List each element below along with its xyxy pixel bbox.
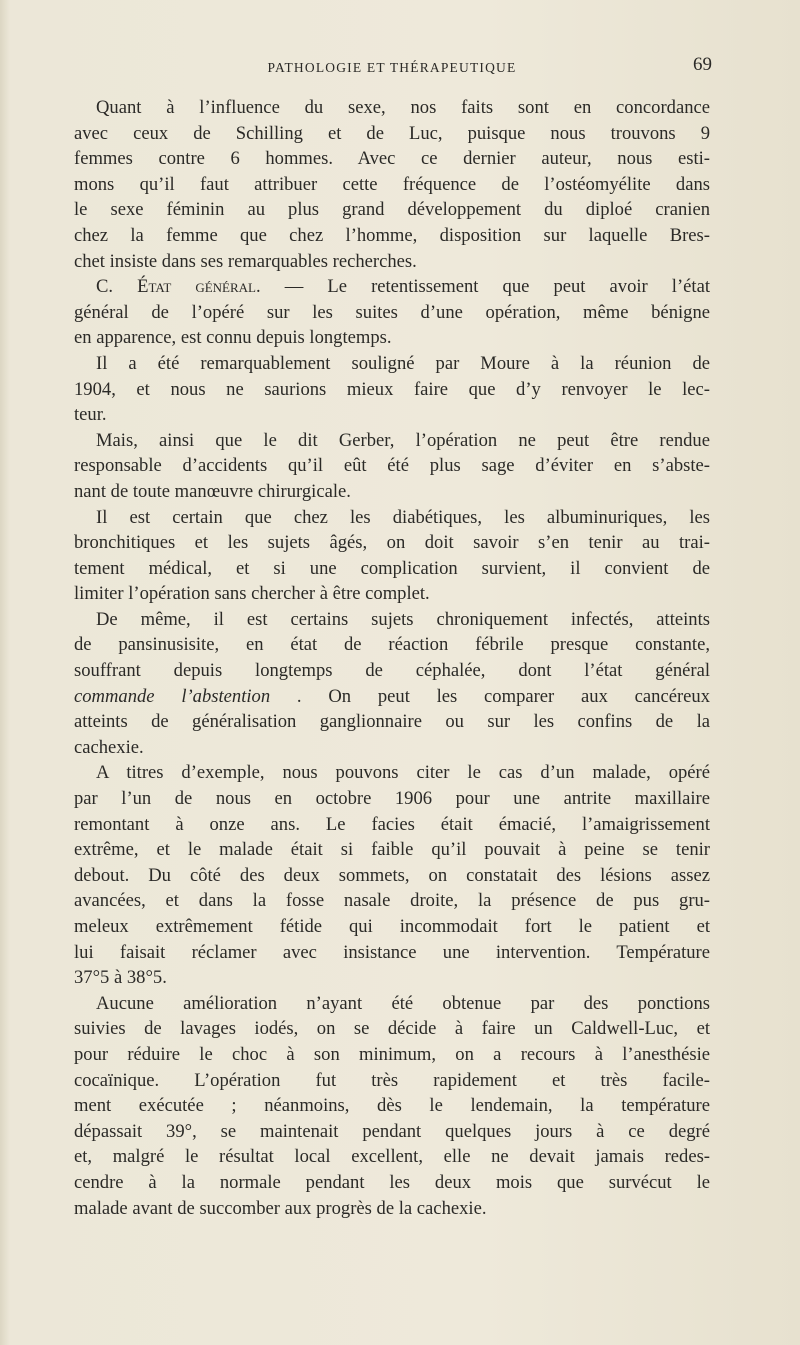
text-line: de pansinusisite, en état de réaction fébrile presque constante, [74,634,710,656]
text-segment: commande l’abstention [74,685,271,707]
text-line: atteints de généralisation ganglionnaire ou sur les confins de la [74,711,710,733]
text-segment: . — Le retentissement que peut avoir l’état [256,276,710,298]
text-line: par l’un de nous en octobre 1906 pour une antrite maxillaire [74,788,710,810]
running-title: PATHOLOGIE ET THÉRAPEUTIQUE [267,60,517,75]
text-line: femmes contre 6 hommes. Avec ce dernier auteur, nous esti- [74,148,710,170]
text-line: tement médical, et si une complication survient, il convient de [74,557,710,579]
text-line: extrême, et le malade était si faible qu’il pouvait à peine se tenir [74,839,710,861]
text-line: pour réduire le choc à son minimum, on a recours à l’anesthésie [74,1043,710,1065]
text-line: teur. [74,404,107,426]
text-line: avec ceux de Schilling et de Luc, puisque nous trouvons 9 [74,122,710,144]
text-line: 1904, et nous ne saurions mieux faire que d’y renvoyer le lec- [74,378,710,400]
text-line: 37°5 à 38°5. [74,967,167,989]
text-line: responsable d’accidents qu’il eût été plus sage d’éviter en s’abste- [74,455,710,477]
text-line: bronchitiques et les sujets âgés, on doit savoir s’en tenir au trai- [74,532,710,554]
text-line: en apparence, est connu depuis longtemps. [74,327,392,349]
text-line: ment exécutée ; néanmoins, dès le lendemain, la température [74,1095,710,1117]
text-line: Mais, ainsi que le dit Gerber, l’opération ne peut être rendue [96,429,710,451]
text-line [74,274,710,300]
text-line: malade avant de succomber aux progrès de la cachexie. [74,1197,487,1219]
text-line: meleux extrêmement fétide qui incommodait fort le patient et [74,916,710,937]
body-text [74,95,710,1221]
text-line: suivies de lavages iodés, on se décide à faire un Caldwell-Luc, et [74,1018,710,1040]
text-line: cachexie. [74,736,144,758]
text-line: debout. Du côté des deux sommets, on constatait des lésions assez [74,864,710,886]
text-line: cendre à la normale pendant les deux mois que survécut le [74,1171,710,1193]
page-header [72,54,712,80]
text-line: mons qu’il faut attribuer cette fréquence de l’ostéomyélite dans [74,173,710,195]
text-line: lui faisait réclamer avec insistance une intervention. Température [74,941,710,963]
text-segment: . On peut les comparer aux cancéreux [270,685,710,707]
text-line: Aucune amélioration n’ayant été obtenue par des ponctions [96,992,710,1014]
text-line: nant de toute manœuvre chirurgicale. [74,480,351,502]
text-line: Il est certain que chez les diabétiques, les albuminuriques, les [96,506,710,528]
text-line [74,684,710,710]
text-segment: État général [137,276,256,298]
text-line: le sexe féminin au plus grand développement du diploé cranien [74,199,710,221]
text-line: De même, il est certains sujets chroniquement infectés, atteints [96,608,710,630]
text-line: remontant à onze ans. Le facies était émacié, l’amaigrissement [74,813,710,835]
text-line: Il a été remarquablement souligné par Moure à la réunion de [96,352,710,374]
page-number: 69 [693,54,712,75]
text-line: dépassait 39°, se maintenait pendant quelques jours à ce degré [74,1120,710,1142]
text-line: limiter l’opération sans chercher à être complet. [74,583,430,605]
text-line: cocaïnique. L’opération fut très rapidement et très facile- [74,1069,710,1091]
text-segment: C. [96,276,138,298]
text-line: A titres d’exemple, nous pouvons citer le cas d’un malade, opéré [96,762,710,784]
text-line: chez la femme que chez l’homme, disposition sur laquelle Bres- [74,224,710,246]
text-line: général de l’opéré sur les suites d’une opération, même bénigne [74,301,710,323]
text-line: et, malgré le résultat local excellent, elle ne devait jamais redes- [74,1146,710,1168]
text-line: souffrant depuis longtemps de céphalée, dont l’état général [74,660,710,682]
text-line: Quant à l’influence du sexe, nos faits sont en concordance [96,97,710,118]
text-line: avancées, et dans la fosse nasale droite, la présence de pus gru- [74,890,710,912]
text-line: chet insiste dans ses remarquables recherches. [74,250,417,272]
